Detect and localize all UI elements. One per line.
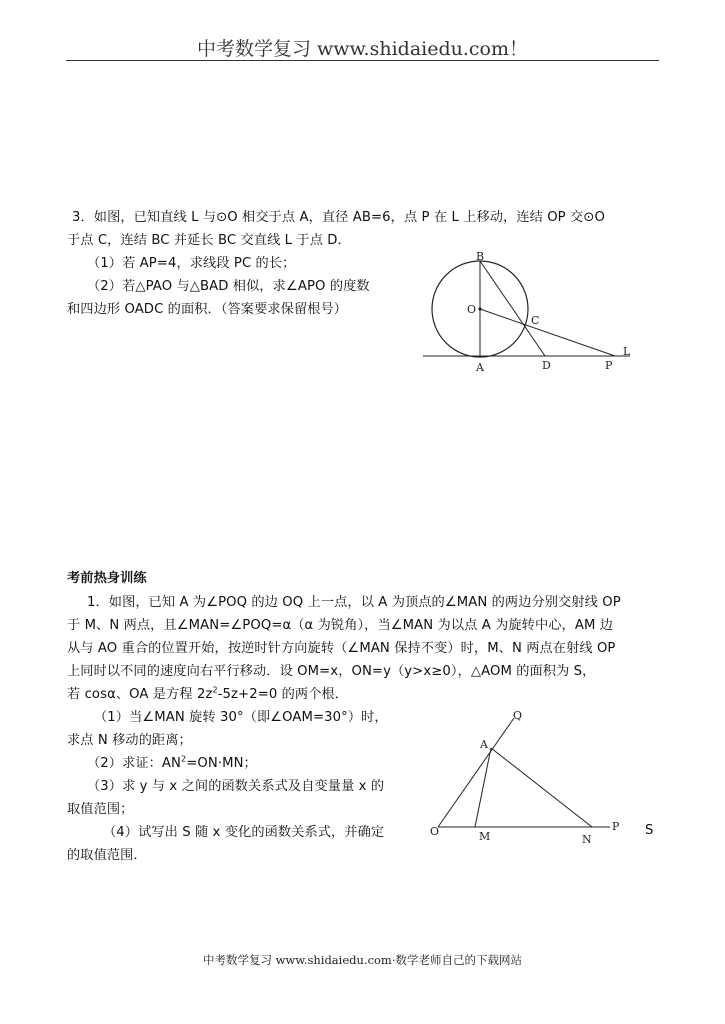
warmup-question1-cont: 求点 N 移动的距离； bbox=[67, 733, 192, 748]
segment-AN bbox=[491, 748, 592, 827]
warmup-question2 bbox=[87, 753, 257, 775]
warmup-line4: 上同时以不同的速度向右平行移动．设 OM=x，ON=y（y>x≥0），△AOM 的面积为 S， bbox=[67, 664, 596, 679]
warmup-question3-cont: 取值范围； bbox=[67, 802, 134, 817]
warmup-question2-exponent: 2 bbox=[181, 754, 187, 764]
label-P: P bbox=[605, 359, 613, 372]
warmup-question3: （3）求 y 与 x 之间的函数关系式及自变量量 x 的 bbox=[87, 779, 385, 794]
label-D: D bbox=[542, 359, 551, 372]
label-B: B bbox=[476, 250, 485, 263]
segment-AM bbox=[475, 748, 491, 827]
label-O: O bbox=[430, 825, 440, 838]
warmup-line1: 1．如图，已知 A 为∠POQ 的边 OQ 上一点，以 A 为顶点的∠MAN 的两边分别交射线 OP bbox=[87, 595, 621, 610]
label-L: L bbox=[623, 345, 631, 358]
warmup-question2-post: =ON·MN； bbox=[186, 756, 257, 771]
label-O: O bbox=[467, 303, 477, 316]
ray-OQ bbox=[438, 718, 514, 827]
problem3-line2: 于点 C，连结 BC 并延长 BC 交直线 L 于点 D． bbox=[67, 233, 351, 248]
segment-OP bbox=[480, 309, 615, 356]
circle-tangent-figure bbox=[415, 245, 645, 380]
label-M: M bbox=[479, 830, 491, 843]
label-A: A bbox=[476, 361, 484, 374]
label-Q: Q bbox=[513, 709, 523, 722]
warmup-question4-cont: 的取值范围． bbox=[67, 848, 147, 863]
warmup-heading: 考前热身训练 bbox=[67, 571, 147, 586]
warmup-line5-exponent: 2 bbox=[212, 685, 218, 695]
angle-rotation-figure bbox=[425, 700, 630, 850]
stray-letter-s: S bbox=[645, 823, 654, 838]
warmup-line2: 于 M、N 两点，且∠MAN=∠POQ=α（α 为锐角），当∠MAN 为以点 A 为旋转中心，AM 边 bbox=[67, 618, 614, 633]
problem3-question2: （2）若△PAO 与△BAD 相似，求∠APO 的度数 bbox=[87, 279, 370, 294]
header-divider bbox=[66, 60, 659, 61]
problem3-question2-cont: 和四边形 OADC 的面积．（答案要求保留根号） bbox=[67, 302, 348, 317]
warmup-line5-pre: 若 cosα、OA 是方程 2z bbox=[67, 687, 213, 702]
page-header-title: 中考数学复习 www.shidaiedu.com！ bbox=[196, 38, 529, 60]
center-point-O bbox=[478, 307, 481, 310]
warmup-line3: 从与 AO 重合的位置开始，按逆时针方向旋转（∠MAN 保持不变）时，M、N 两点在射线 OP bbox=[67, 641, 616, 656]
page-footer: 中考数学复习 www.shidaiedu.com·数学老师自己的下载网站 bbox=[202, 953, 522, 967]
warmup-line5 bbox=[67, 684, 348, 706]
label-N: N bbox=[582, 833, 592, 846]
label-P: P bbox=[612, 820, 620, 833]
warmup-line5-post: -5z+2=0 的两个根． bbox=[217, 687, 349, 702]
warmup-question4: （4）试写出 S 随 x 变化的函数关系式，并确定 bbox=[103, 825, 385, 840]
label-C: C bbox=[531, 314, 540, 327]
problem3-question1: （1）若 AP=4，求线段 PC 的长； bbox=[87, 256, 296, 271]
label-A: A bbox=[480, 738, 488, 751]
warmup-question2-pre: （2）求证：AN bbox=[87, 756, 182, 771]
warmup-question1: （1）当∠MAN 旋转 30°（即∠OAM=30°）时， bbox=[94, 710, 388, 725]
segment-BD bbox=[480, 261, 545, 356]
problem3-line1: 3．如图，已知直线 L 与⊙O 相交于点 A，直径 AB=6，点 P 在 L 上移动，连结 OP 交⊙O bbox=[72, 210, 605, 225]
